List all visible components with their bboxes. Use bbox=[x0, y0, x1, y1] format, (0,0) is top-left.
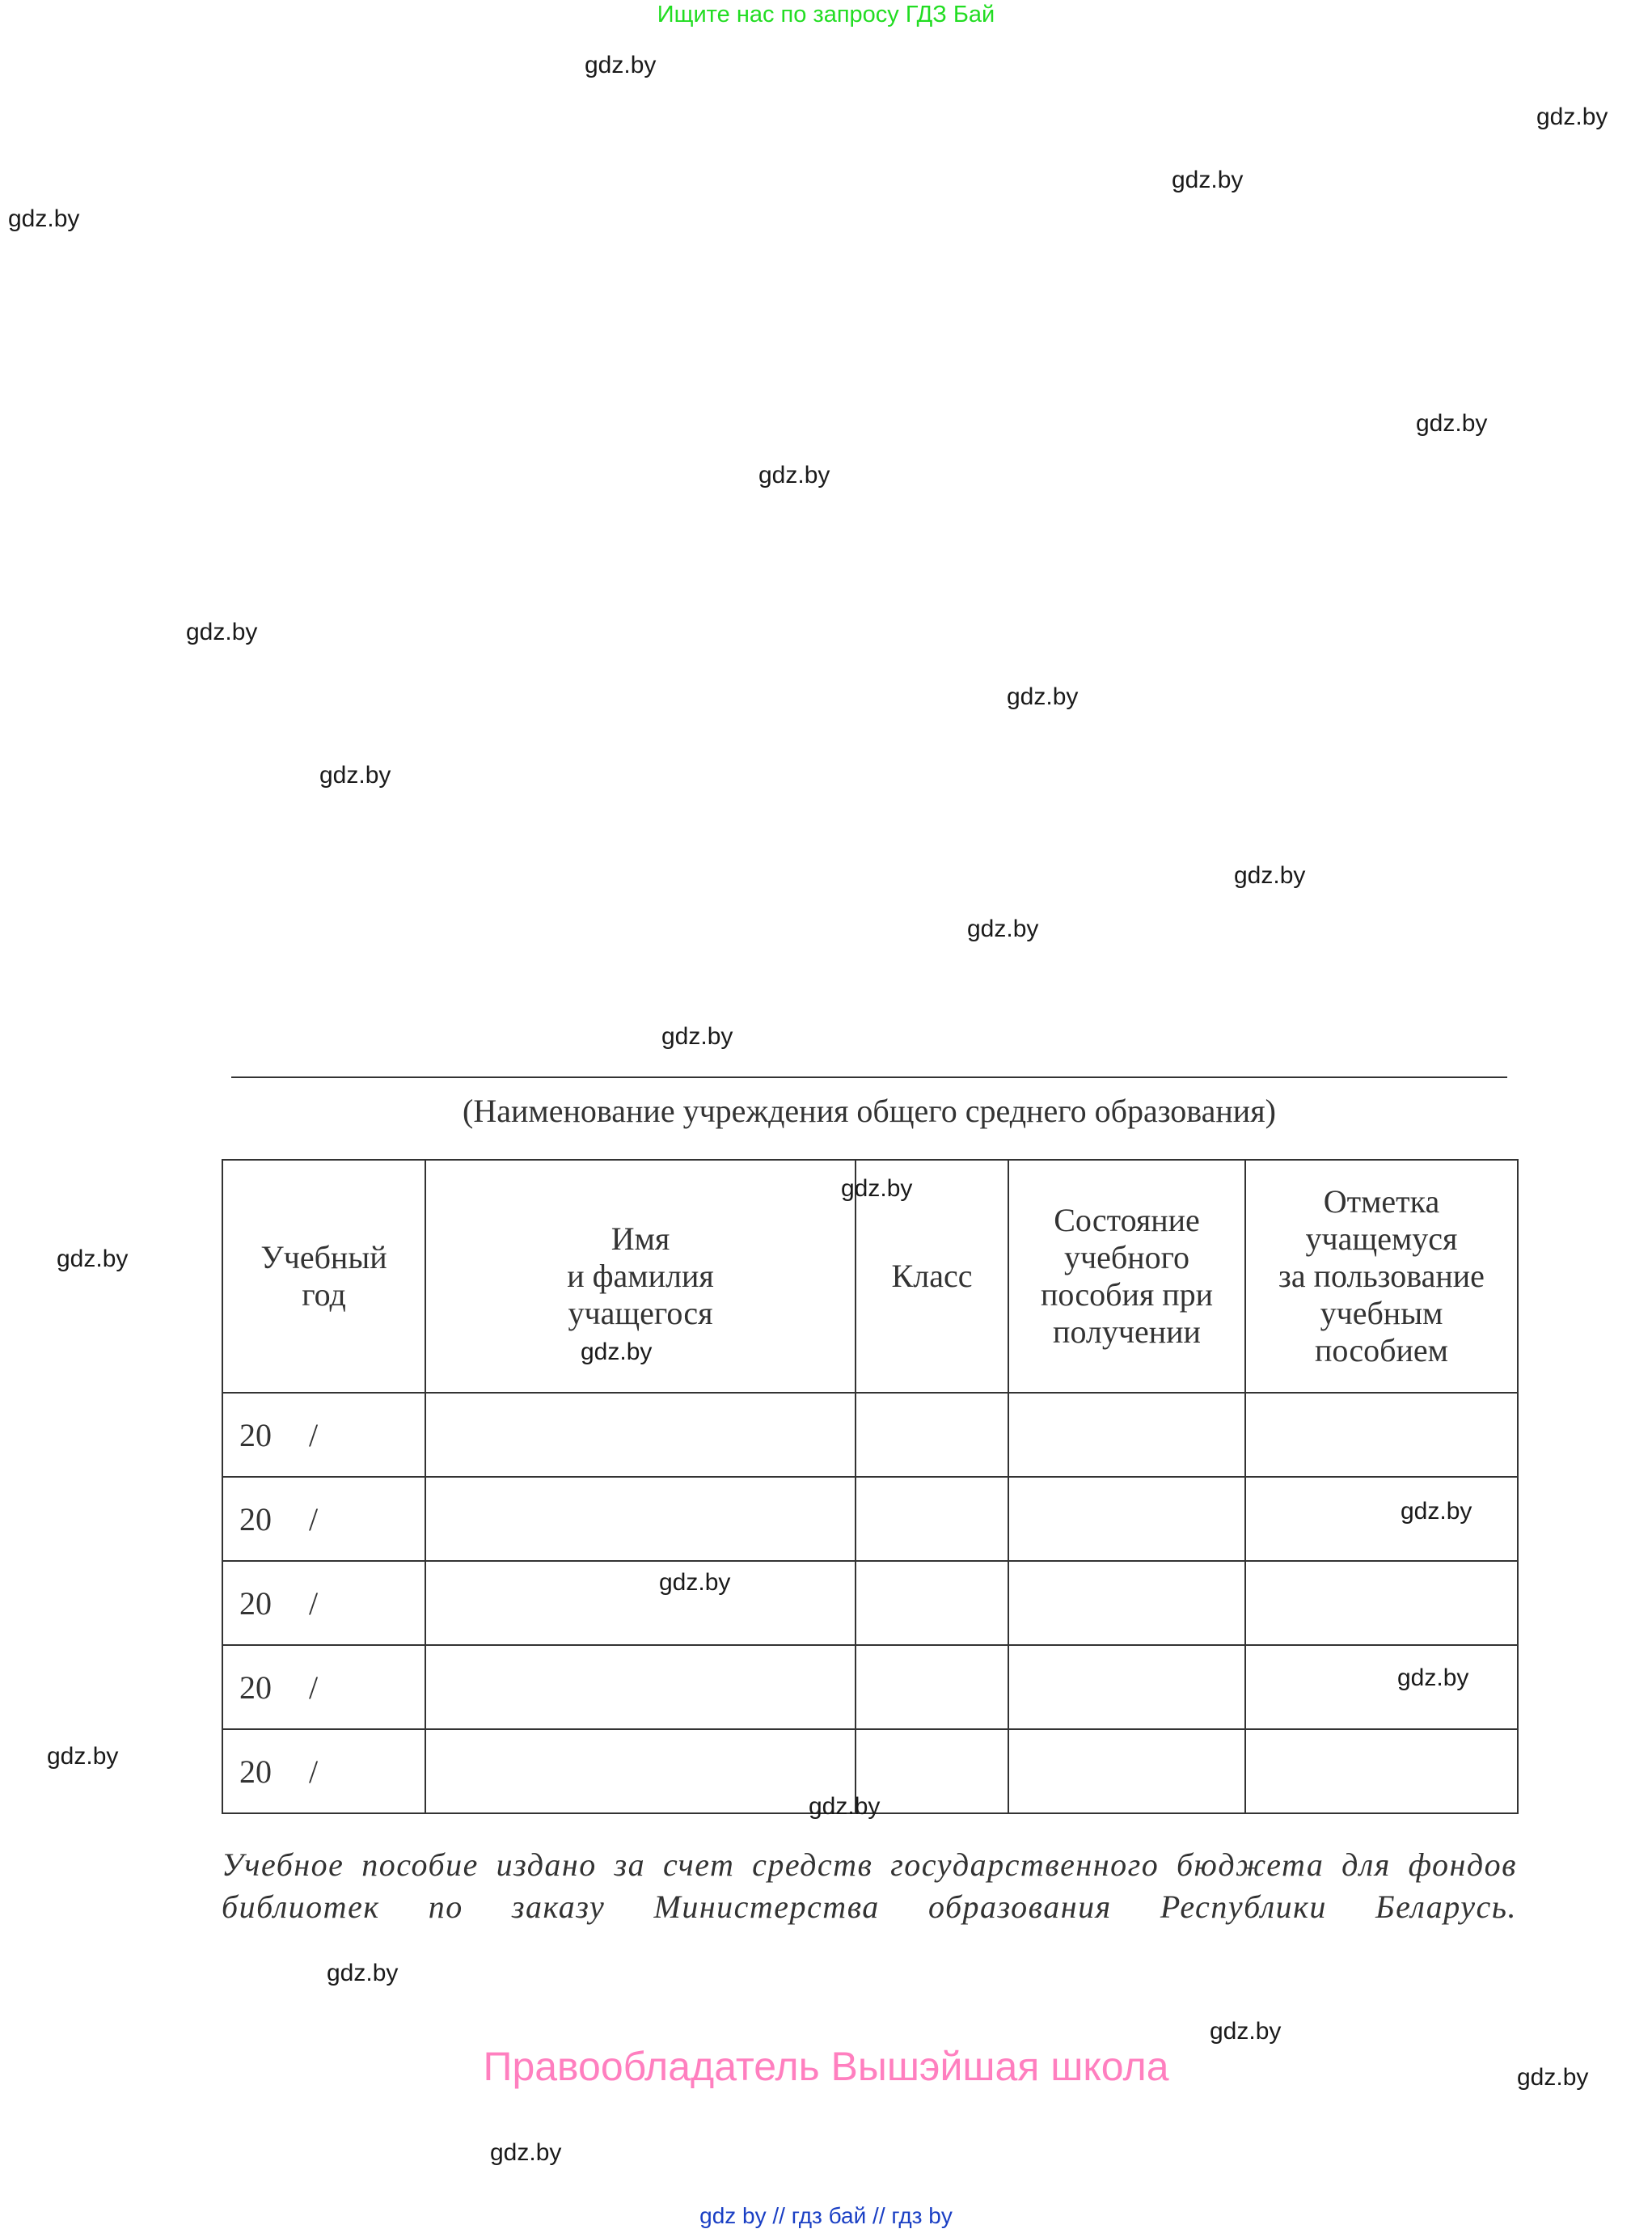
textbook-usage-table bbox=[222, 1159, 1519, 1814]
watermark: gdz.by bbox=[1172, 167, 1244, 193]
condition-cell bbox=[1008, 1477, 1245, 1561]
condition-cell bbox=[1008, 1645, 1245, 1729]
header-mark: Отметка учащемуся за пользование учебным пособием bbox=[1245, 1160, 1518, 1393]
name-cell bbox=[425, 1729, 856, 1813]
watermark: gdz.by bbox=[585, 52, 657, 78]
watermark: gdz.by bbox=[490, 2139, 562, 2166]
watermark: gdz.by bbox=[319, 762, 391, 789]
name-cell bbox=[425, 1393, 856, 1477]
mark-cell bbox=[1245, 1477, 1518, 1561]
condition-cell bbox=[1008, 1393, 1245, 1477]
table-row bbox=[222, 1561, 1518, 1645]
watermark: gdz.by bbox=[1210, 2018, 1282, 2045]
year-cell: 20 / bbox=[222, 1477, 425, 1561]
condition-cell bbox=[1008, 1561, 1245, 1645]
watermark: gdz.by bbox=[186, 619, 258, 645]
institution-caption: (Наименование учреждения общего среднего образования) bbox=[463, 1093, 1276, 1129]
watermark: gdz.by bbox=[327, 1960, 399, 1986]
watermark: gdz.by bbox=[809, 1793, 881, 1820]
watermark: gdz.by bbox=[8, 205, 80, 232]
name-cell bbox=[425, 1561, 856, 1645]
class-cell bbox=[856, 1561, 1008, 1645]
header-student-name: Имя и фамилия учащегося bbox=[425, 1160, 856, 1393]
condition-cell bbox=[1008, 1729, 1245, 1813]
year-cell: 20 / bbox=[222, 1729, 425, 1813]
institution-line bbox=[231, 1076, 1507, 1078]
mark-cell bbox=[1245, 1561, 1518, 1645]
watermark: gdz.by bbox=[841, 1175, 913, 1202]
watermark: gdz.by bbox=[967, 916, 1039, 942]
table-row bbox=[222, 1393, 1518, 1477]
search-note: Ищите нас по запросу ГДЗ Бай bbox=[657, 2, 995, 27]
mark-cell bbox=[1245, 1729, 1518, 1813]
header-school-year: Учебный год bbox=[222, 1160, 425, 1393]
mark-cell bbox=[1245, 1393, 1518, 1477]
watermark: gdz.by bbox=[47, 1743, 119, 1770]
watermark: gdz.by bbox=[1416, 410, 1488, 437]
class-cell bbox=[856, 1393, 1008, 1477]
watermark: gdz.by bbox=[1517, 2064, 1589, 2091]
mark-cell bbox=[1245, 1645, 1518, 1729]
publication-note: Учебное пособие издано за счет средств государственного бюджета для фондов библиотек по заказу Министерства образования Республики Беларусь. bbox=[222, 1846, 1517, 1925]
watermark: gdz.by bbox=[1234, 862, 1306, 889]
footer-links[interactable]: gdz by // гдз бай // гдз by bbox=[699, 2203, 953, 2228]
watermark: gdz.by bbox=[1007, 683, 1079, 710]
class-cell bbox=[856, 1645, 1008, 1729]
watermark: gdz.by bbox=[661, 1023, 733, 1050]
table-row bbox=[222, 1477, 1518, 1561]
header-condition: Состояние учебного пособия при получении bbox=[1008, 1160, 1245, 1393]
watermark: gdz.by bbox=[581, 1339, 653, 1365]
name-cell bbox=[425, 1645, 856, 1729]
class-cell bbox=[856, 1477, 1008, 1561]
watermark: gdz.by bbox=[659, 1569, 731, 1596]
year-cell: 20 / bbox=[222, 1393, 425, 1477]
watermark: gdz.by bbox=[57, 1246, 129, 1272]
name-cell bbox=[425, 1477, 856, 1561]
watermark: gdz.by bbox=[1536, 104, 1608, 130]
year-cell: 20 / bbox=[222, 1561, 425, 1645]
header-class: Класс bbox=[856, 1160, 1008, 1393]
year-cell: 20 / bbox=[222, 1645, 425, 1729]
watermark: gdz.by bbox=[758, 462, 830, 489]
watermark: gdz.by bbox=[1397, 1664, 1469, 1691]
watermark: gdz.by bbox=[1401, 1498, 1472, 1525]
table-row bbox=[222, 1645, 1518, 1729]
copyright-holder: Правообладатель Вышэйшая школа bbox=[483, 2044, 1169, 2089]
